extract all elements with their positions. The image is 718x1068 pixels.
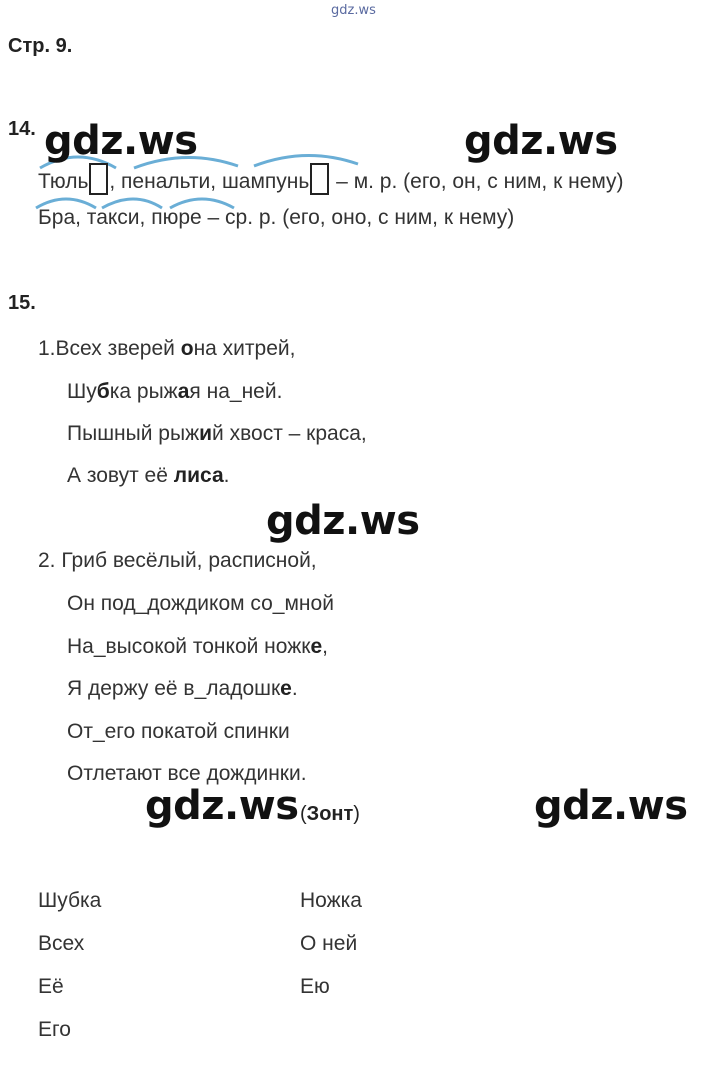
- poem2-line-2: Он под_дождиком со_мной: [67, 592, 334, 615]
- exercise-15-number: 15.: [8, 292, 36, 314]
- ex14-line-2: Бра, такси, пюре – ср. р. (его, оно, с ним, к нему): [38, 206, 515, 229]
- poem1-line-4: А зовут её лиса.: [67, 464, 230, 487]
- words-penalti-shampun: , пенальти, шампунь: [109, 170, 310, 193]
- watermark: gdz.ws: [44, 118, 198, 164]
- riddle-answer: (Зонт): [300, 803, 360, 825]
- word-list-item: Всех: [38, 932, 85, 955]
- word-list-item: Её: [38, 975, 64, 998]
- watermark: gdz.ws: [266, 498, 420, 544]
- poem2-line-3: На_высокой тонкой ножке,: [67, 635, 328, 658]
- poem2-line-5: От_его покатой спинки: [67, 720, 290, 743]
- page-label: Стр. 9.: [8, 35, 73, 57]
- poem1-line-3: Пышный рыжий хвост – краса,: [67, 422, 367, 445]
- word-tyul: Тюль: [38, 170, 89, 193]
- poem2-line-1: 2. Гриб весёлый, расписной,: [38, 549, 317, 572]
- poem1-line-2: Шубка рыжая на_ней.: [67, 380, 283, 403]
- exercise-14-number: 14.: [8, 118, 36, 140]
- watermark: gdz.ws: [534, 783, 688, 829]
- watermark-top: gdz.ws: [331, 3, 376, 18]
- word-list-item: Его: [38, 1018, 71, 1041]
- poem2-line-4: Я держу её в_ладошке.: [67, 677, 298, 700]
- watermark: gdz.ws: [145, 783, 299, 829]
- word-list-item: Ею: [300, 975, 330, 998]
- word-list-item: О ней: [300, 932, 358, 955]
- poem2-line-6: Отлетают все дождинки.: [67, 762, 307, 785]
- gender-note-masc: – м. р. (его, он, с ним, к нему): [330, 170, 624, 193]
- watermark: gdz.ws: [464, 118, 618, 164]
- ending-box: [89, 163, 108, 195]
- ending-box: [310, 163, 329, 195]
- poem1-line-1: 1.Всех зверей она хитрей,: [38, 337, 296, 360]
- word-list-item: Ножка: [300, 889, 362, 912]
- ex14-line-1: [38, 163, 624, 195]
- word-list-item: Шубка: [38, 889, 102, 912]
